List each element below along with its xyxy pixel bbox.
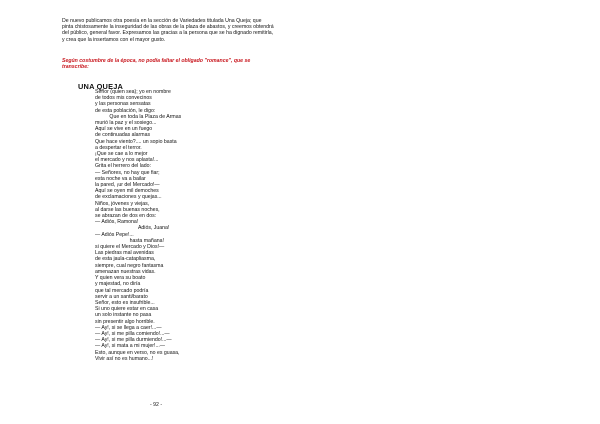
poem-line: Si uno quiere estar en casa	[95, 306, 159, 313]
poem-line: hasta mañana!	[95, 237, 164, 244]
poem-line: esta noche va a bailar	[95, 175, 146, 182]
poem-line: si quiere el Mercado y Dios!—	[95, 244, 165, 251]
poem-line: — Ay!, si me pilla comiendo!...—	[95, 330, 170, 337]
poem-line: — Señores, no hay que fiar;	[95, 169, 160, 176]
poem-line: sin presentir algo horrible.	[95, 318, 155, 325]
poem-line: — Ay!, si me pilla durmiendo!...—	[95, 337, 172, 344]
poem-line: el mercado y nos aplasta!...	[95, 157, 159, 164]
poem-line: de esta población, le digo:	[95, 107, 156, 114]
poem-line: — Adiós Pepe!...	[95, 231, 134, 238]
poem-line: de continuadas alarmas	[95, 132, 151, 139]
poem-line: Las piedras mal avenidas	[95, 250, 154, 257]
poem-line: al darse las buenas noches,	[95, 206, 160, 213]
poem-line: Que hace viento?.... un sopio basta	[95, 138, 177, 145]
poem-line: Grita el herrero del lado:	[95, 163, 151, 170]
poem-line: un solo instante no pasa	[95, 312, 152, 319]
poem-line: se abrazan de dos en dos:	[95, 213, 157, 220]
poem-line: Aquí se vive en un fuego	[95, 126, 153, 133]
poem-line: Vivir así no es humano...!	[95, 355, 154, 362]
intro-paragraph: De nuevo publicamos otra poesía en la sección de Variedades titulada Una Queja; que pinta chistosamente la inseguridad de las obras de la plaza de abastos, y creemos obtendrá del público, general favor. Expresamos las gracias a la persona que se ha dignado remitirla, y crea que la insertamos con el mayor gusto.	[62, 18, 274, 43]
poem-line: Y quien vera su boato	[95, 275, 146, 282]
poem-line: que tal mercado podría	[95, 287, 149, 294]
poem-line: — Adiós, Ramona!	[95, 219, 139, 226]
poem-left-column	[95, 89, 245, 362]
poem-line: Señor (quien sea); yo en nombre	[95, 89, 171, 95]
poem-line: siempre, cual negro fantasma	[95, 262, 164, 269]
poem-line: Niños, jóvenes y viejas,	[95, 200, 150, 207]
poem-line: murió la paz y el sosiego...	[95, 120, 157, 127]
poem-line: de esta jaula-catapliasma,	[95, 256, 156, 263]
poem-title: UNA QUEJA	[78, 82, 124, 91]
poem-line: y las personas sensatas	[95, 101, 151, 108]
poem-line: Que en toda la Plaza de Armas	[95, 113, 182, 120]
page-number-left: - 92 -	[150, 402, 163, 408]
poem-line: Señor, esto es insufrible...	[95, 299, 155, 306]
poem-line: de exclamaciones y quejas...	[95, 194, 162, 201]
right-page	[300, 0, 600, 424]
poem-line: ¡Que se cae a lo mejor	[95, 151, 148, 158]
poem-line: amenazan nuestras vidas.	[95, 268, 156, 275]
poem-line: de todos mis convecinos	[95, 95, 152, 102]
poem-line: la pared, ¡ur del Mercado!—	[95, 182, 160, 189]
poem-line: y majestad, no diría	[95, 281, 141, 288]
editor-note: Según costumbre de la época, no podía faltar el obligado "romance", que se transcribe:	[62, 58, 251, 71]
poem-line: — Ay!, si se llega a caer!...—	[95, 324, 162, 331]
poem-line: Esto, aunque en verso, no es guasa,	[95, 349, 180, 356]
poem-line: a despertar el terror.	[95, 144, 142, 151]
poem-line: — Ay!, si mata a mi mujer!...—	[95, 343, 165, 350]
poem-line: Adiós, Juana!	[95, 225, 170, 232]
poem-line: Aquí se oyen mil demoches	[95, 188, 159, 195]
poem-line: servir a un santi/barato	[95, 293, 148, 300]
